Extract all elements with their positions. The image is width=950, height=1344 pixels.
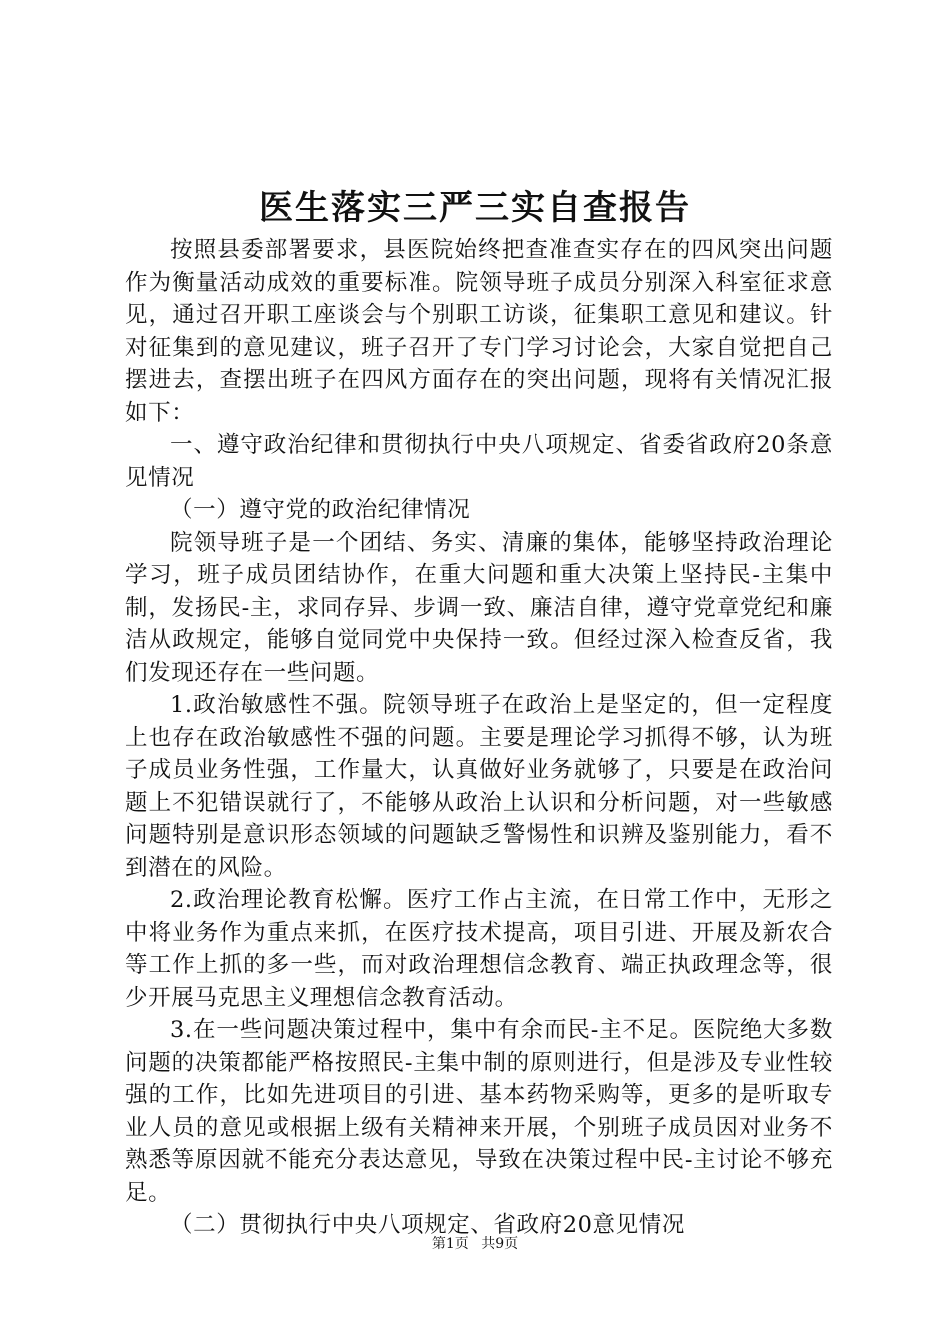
paragraph-item-2: 2.政治理论教育松懈。医疗工作占主流，在日常工作中，无形之中将业务作为重点来抓，在医疗技术提高，项目引进、开展及新农合等工作上抓的多一些，而对政治理想信念教育、端正执政理念等，很少开展马克思主义理想信念教育活动。 [125,887,833,1011]
page-footer [0,1234,950,1254]
page-total: 共9页 [481,1236,519,1252]
document-body [125,234,833,1242]
paragraph-item-1: 1.政治敏感性不强。院领导班子在政治上是坚定的，但一定程度上也存在政治敏感性不强的问题。主要是理论学习抓得不够，认为班子成员业务性强，工作量大，认真做好业务就够了，只要是在政治问题上不犯错误就行了，不能够从政治上认识和分析问题，对一些敏感问题特别是意识形态领域的问题缺乏警惕性和识辨及鉴别能力，看不到潜在的风险。 [125,692,833,881]
paragraph-intro: 按照县委部署要求，县医院始终把查准查实存在的四风突出问题作为衡量活动成效的重要标准。院领导班子成员分别深入科室征求意见，通过召开职工座谈会与个别职工访谈，征集职工意见和建议。针对征集到的意见建议，班子召开了专门学习讨论会，大家自觉把自己摆进去，查摆出班子在四风方面存在的突出问题，现将有关情况汇报如下： [125,237,833,426]
section-heading-1: 一、遵守政治纪律和贯彻执行中央八项规定、省委省政府20条意见情况 [125,432,833,491]
page-number: 第1页 [431,1236,469,1252]
paragraph-item-3: 3.在一些问题决策过程中，集中有余而民-主不足。医院绝大多数问题的决策都能严格按照民-主集中制的原则进行，但是涉及专业性较强的工作，比如先进项目的引进、基本药物采购等，更多的是听取专业人员的意见或根据上级有关精神来开展，个别班子成员因对业务不熟悉等原因就不能充分表达意见，导致在决策过程中民-主讨论不够充足。 [125,1017,833,1206]
document-title: 医生落实三严三实自查报告 [259,188,691,228]
paragraph-discipline: 院领导班子是一个团结、务实、清廉的集体，能够坚持政治理论学习，班子成员团结协作，在重大问题和重大决策上坚持民-主集中制，发扬民-主，求同存异、步调一致、廉洁自律，遵守党章党纪和廉洁从政规定，能够自觉同党中央保持一致。但经过深入检查反省，我们发现还存在一些问题。 [125,529,833,686]
subsection-heading-1: （一）遵守党的政治纪律情况 [170,497,471,523]
subsection-heading-2: （二）贯彻执行中央八项规定、省政府20意见情况 [170,1212,685,1238]
